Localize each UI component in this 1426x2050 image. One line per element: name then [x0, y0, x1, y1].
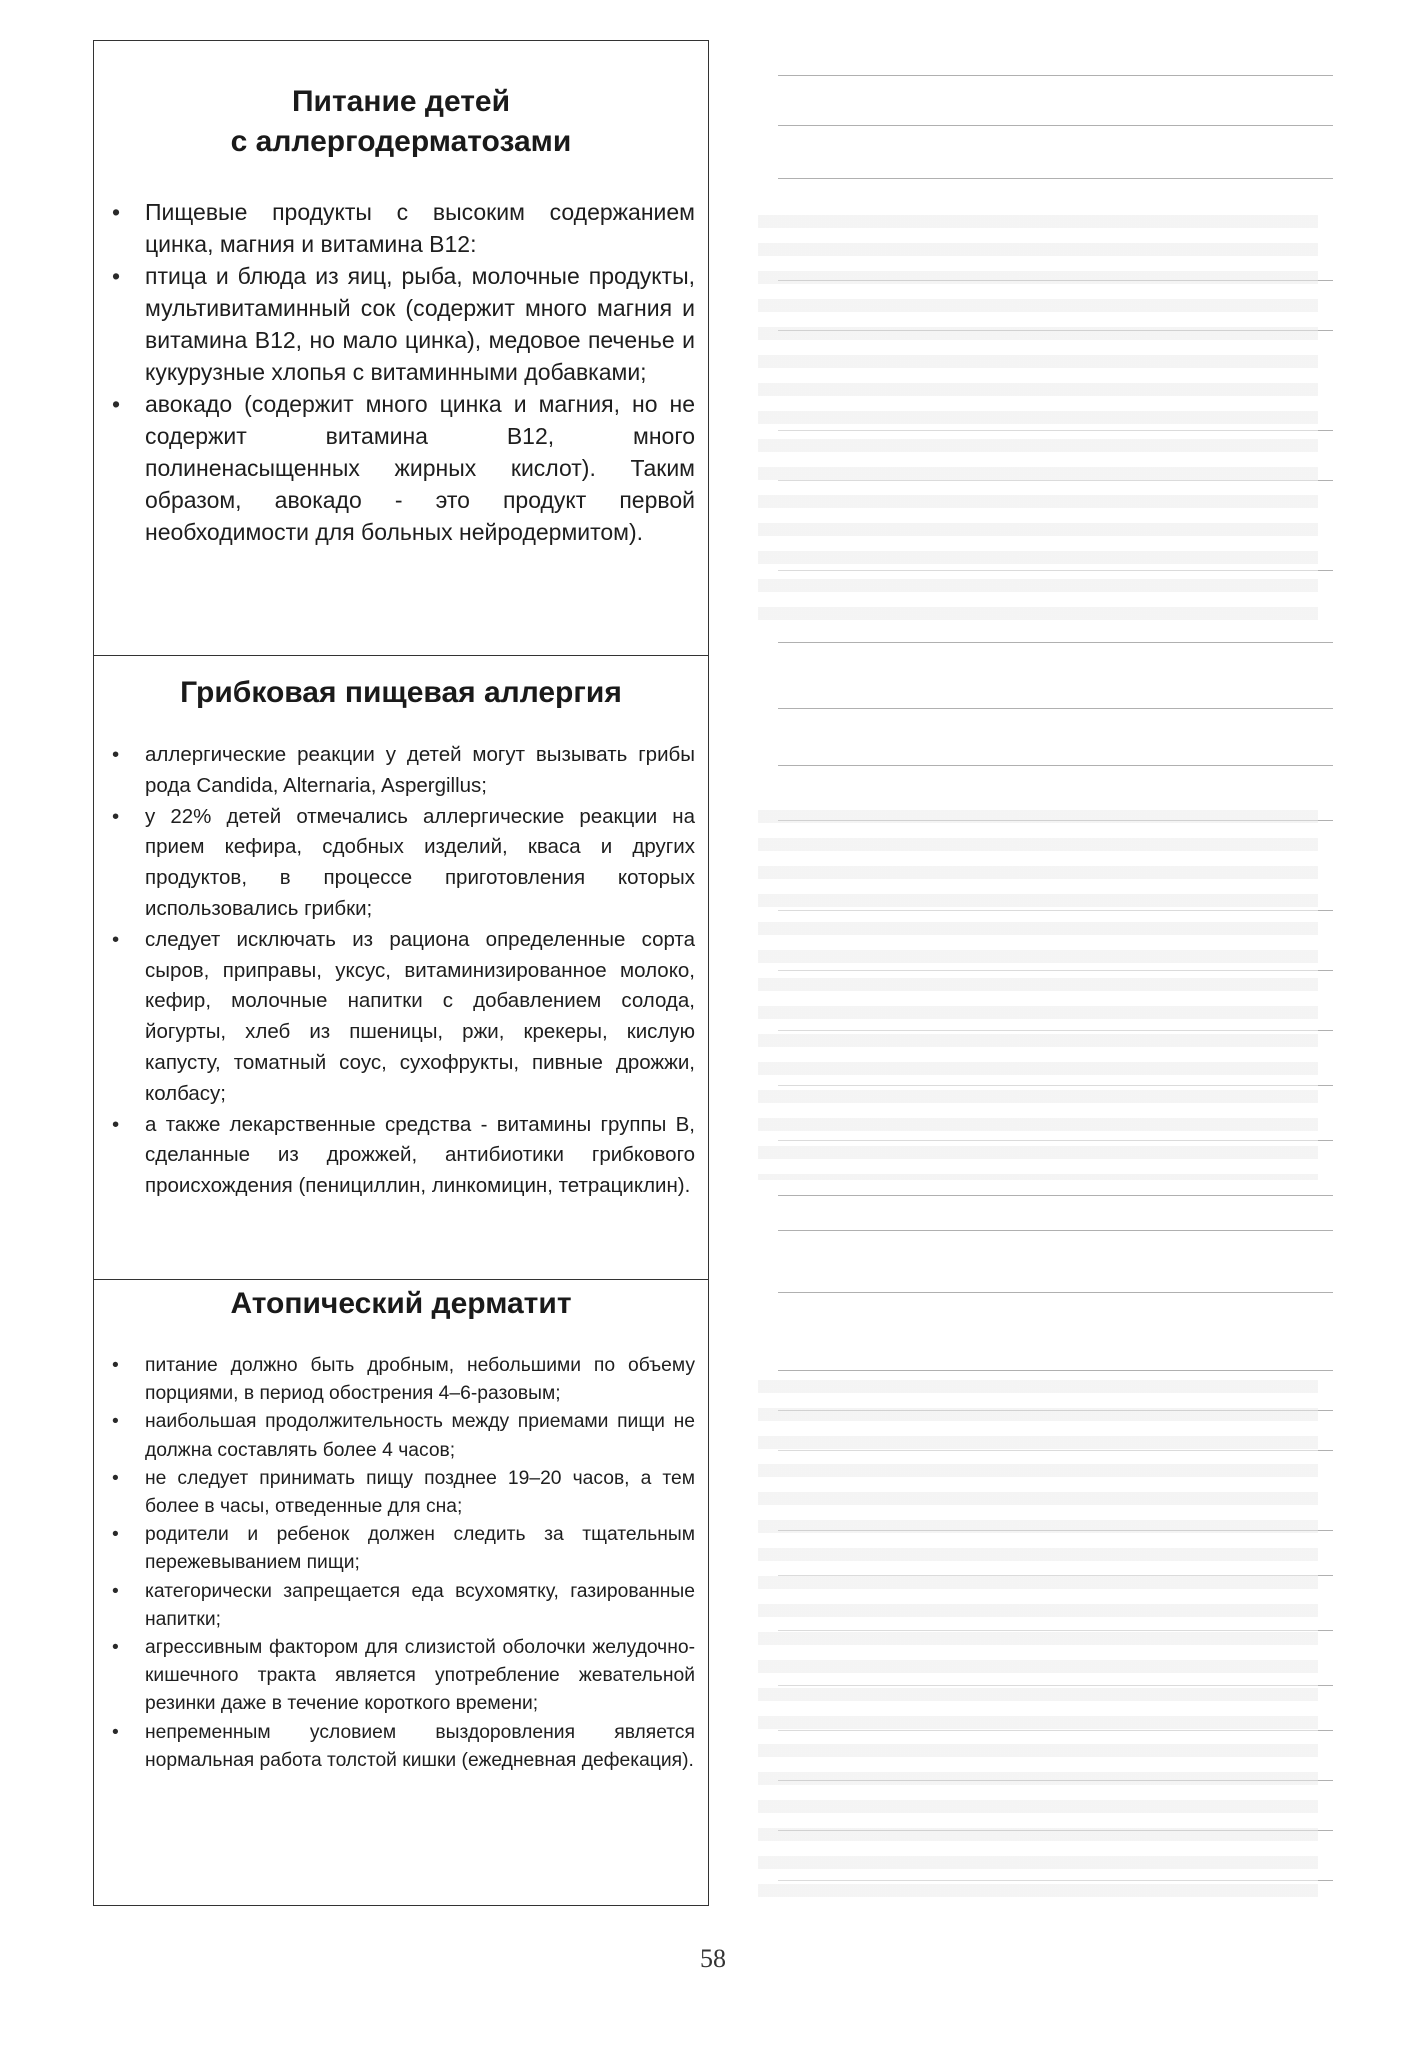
ghost-rule-line [778, 708, 1333, 709]
page-number: 58 [700, 1944, 726, 1973]
section-allergodermatoses [94, 41, 708, 656]
list-item: • не следует принимать пищу позднее 19–20 часов, а тем более в часы, отведенные для сна; [94, 1465, 708, 1521]
show-through-background [738, 30, 1338, 1930]
list-item: • следует исключать из рациона определенные сорта сыров, приправы, уксус, витаминизированное молоко, кефир, молочные напитки с добавлением солода, йогурты, хлеб из пшеницы, ржи, крекеры, кислую капусту, томатный соус, сухофрукты, пивные дрожжи, колбасу; [94, 925, 708, 1110]
section-title: Грибковая пищевая аллергия [180, 676, 622, 709]
list-item: • а также лекарственные средства - витамины группы В, сделанные из дрожжей, антибиотики грибкового происхождения (пенициллин, линкомицин, тетрациклин). [94, 1110, 708, 1202]
list-item: • у 22% детей отмечались аллергические реакции на прием кефира, сдобных изделий, кваса и других продуктов, в процессе приготовления которых использовались грибки; [94, 802, 708, 925]
ghost-rule-line [778, 178, 1333, 179]
list-item: • птица и блюда из яиц, рыба, молочные продукты, мультивитаминный сок (содержит много магния и витамина В12, но мало цинка), медовое печенье и кукурузные хлопья с витаминными добавками; [94, 260, 708, 388]
section-title-line-1: Питание детей [291, 85, 511, 118]
bullet-list [94, 1352, 708, 1775]
list-item: • агрессивным фактором для слизистой оболочки желудочно-кишечного тракта является употребление жевательной резинки даже в течение короткого времени; [94, 1634, 708, 1719]
section-fungal-food-allergy [94, 655, 708, 1280]
ghost-text-block [758, 1380, 1318, 1900]
list-item: • авокадо (содержит много цинка и магния, но не содержит витамина В12, много полиненасыщенных жирных кислот). Таким образом, авокадо - это продукт первой необходимости для больных нейродермитом). [94, 388, 708, 548]
bullet-list [94, 196, 708, 548]
section-title: Атопический дерматит [230, 1287, 572, 1320]
ghost-rule-line [778, 1230, 1333, 1231]
ghost-rule-line [778, 1195, 1333, 1196]
section-atopic-dermatitis [94, 1279, 708, 1905]
section-title [94, 41, 708, 162]
list-item: • наибольшая продолжительность между приемами пищи не должна составлять более 4 часов; [94, 1408, 708, 1464]
ghost-text-block [758, 810, 1318, 1180]
content-frame [93, 40, 709, 1906]
list-item: • аллергические реакции у детей могут вызывать грибы рода Candida, Alternaria, Aspergillus; [94, 740, 708, 802]
list-item: • категорически запрещается еда всухомятку, газированные напитки; [94, 1578, 708, 1634]
section-title-line-2: с аллергодерматозами [230, 125, 572, 158]
list-item: • непременным условием выздоровления является нормальная работа толстой кишки (ежедневная дефекация). [94, 1719, 708, 1775]
ghost-text-block [758, 215, 1318, 635]
bullet-list [94, 740, 708, 1202]
ghost-rule-line [778, 765, 1333, 766]
ghost-rule-line [778, 125, 1333, 126]
ghost-rule-line [778, 1370, 1333, 1371]
ghost-rule-line [778, 1292, 1333, 1293]
ghost-rule-line [778, 642, 1333, 643]
list-item: • родители и ребенок должен следить за тщательным пережевыванием пищи; [94, 1521, 708, 1577]
list-item: • Пищевые продукты с высоким содержанием цинка, магния и витамина В12: [94, 196, 708, 260]
ghost-rule-line [778, 75, 1333, 76]
list-item: • питание должно быть дробным, небольшими по объему порциями, в период обострения 4–6-разовым; [94, 1352, 708, 1408]
